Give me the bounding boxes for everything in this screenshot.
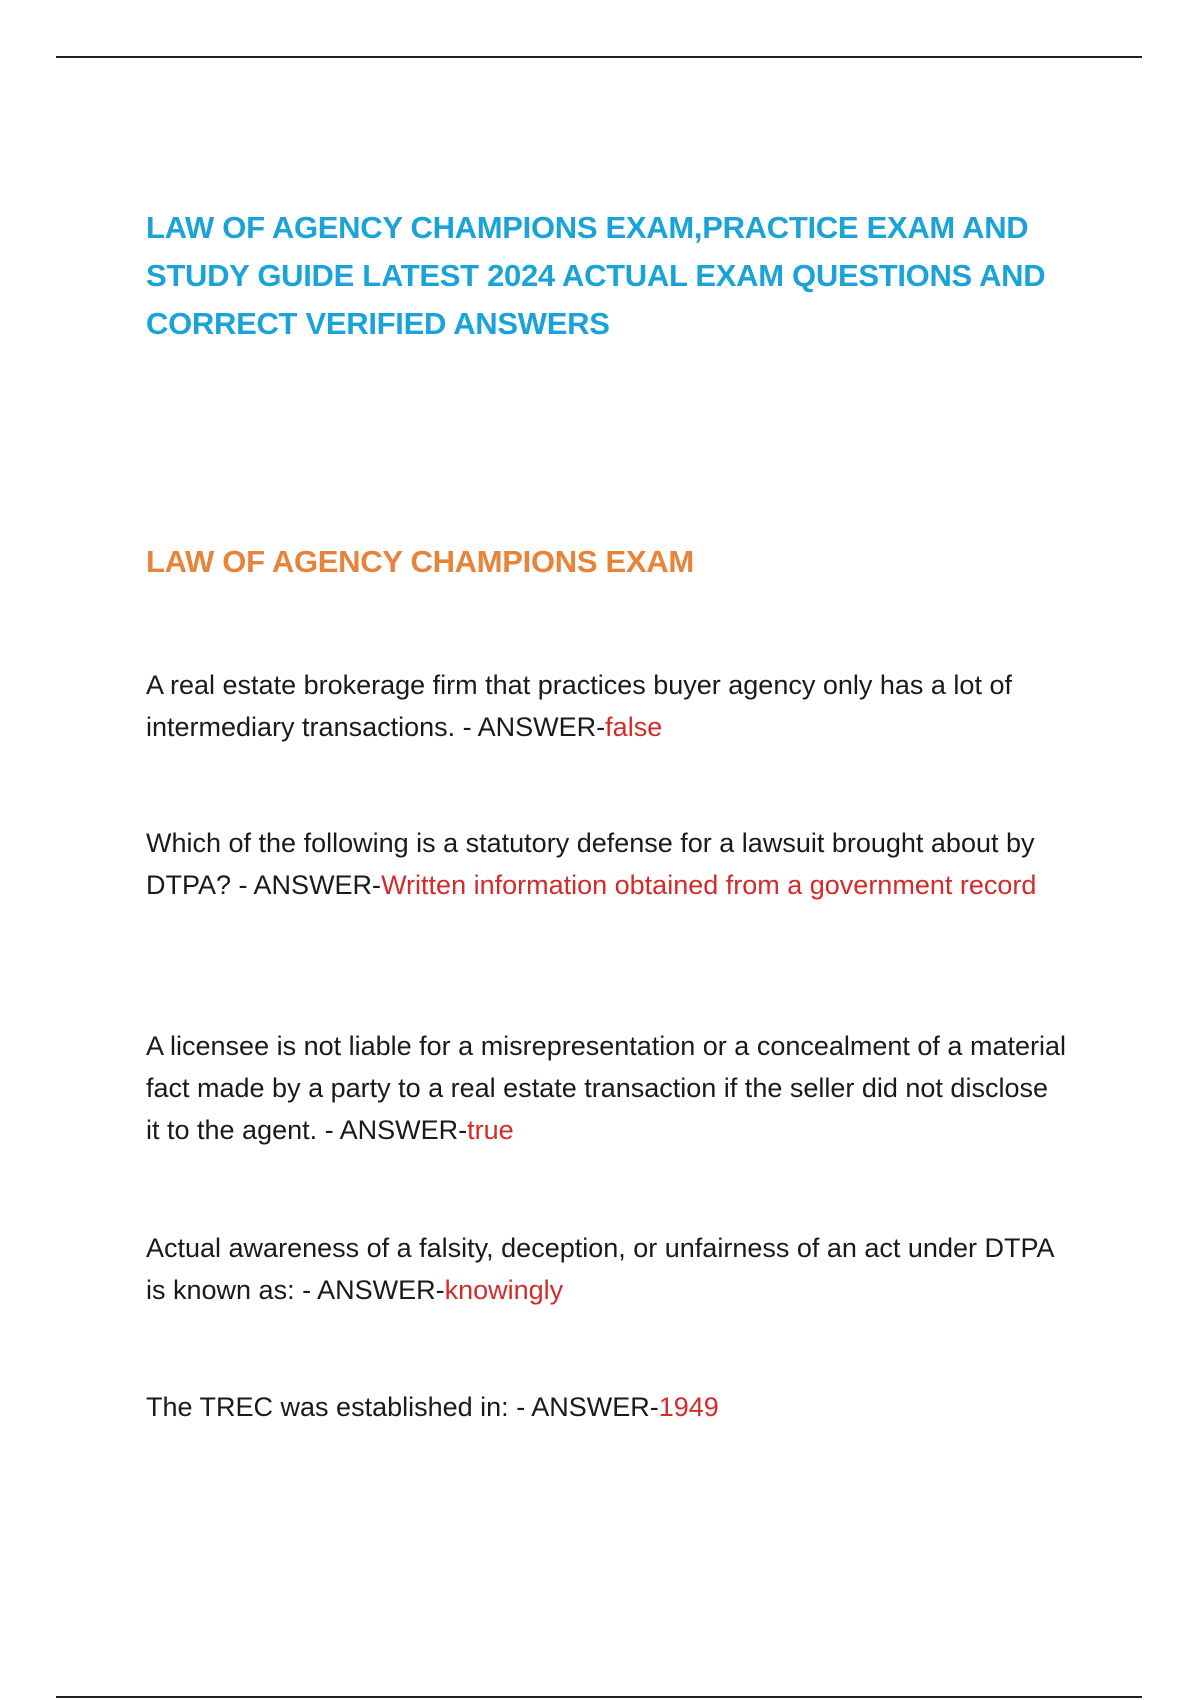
question-text: Actual awareness of a falsity, deception, or unfairness of an act under DTPA is known as: <box>146 1233 1053 1305</box>
answer-prefix: - ANSWER- <box>238 870 382 900</box>
question-text: The TREC was established in: <box>146 1392 509 1422</box>
answer-text: Written information obtained from a government record <box>381 870 1037 900</box>
question-text: Which of the following is a statutory defense for a lawsuit brought about by DTPA? <box>146 828 1035 900</box>
qa-item <box>146 1227 1066 1311</box>
question-text: A licensee is not liable for a misrepresentation or a concealment of a material fact made by a party to a real estate transaction if the seller did not disclose it to the agent. <box>146 1031 1066 1145</box>
answer-text: true <box>467 1115 514 1145</box>
document-title: LAW OF AGENCY CHAMPIONS EXAM,PRACTICE EXAM AND STUDY GUIDE LATEST 2024 ACTUAL EXAM QUESTIONS AND CORRECT VERIFIED ANSWERS <box>146 210 1046 341</box>
section-heading: LAW OF AGENCY CHAMPIONS EXAM <box>146 544 694 579</box>
answer-prefix: - ANSWER- <box>462 712 606 742</box>
answer-text: knowingly <box>444 1275 564 1305</box>
answer-prefix: - ANSWER- <box>302 1275 445 1305</box>
bottom-rule <box>56 1696 1142 1698</box>
answer-text: 1949 <box>658 1392 719 1422</box>
answer-prefix: - ANSWER- <box>324 1115 468 1145</box>
qa-item <box>146 1386 1066 1428</box>
qa-item <box>146 664 1066 748</box>
qa-item <box>146 1025 1066 1151</box>
answer-prefix: - ANSWER- <box>516 1392 659 1422</box>
qa-item <box>146 822 1066 906</box>
question-text: A real estate brokerage firm that practices buyer agency only has a lot of intermediary transactions. <box>146 670 1012 742</box>
answer-text: false <box>605 712 663 742</box>
top-rule <box>56 56 1142 58</box>
